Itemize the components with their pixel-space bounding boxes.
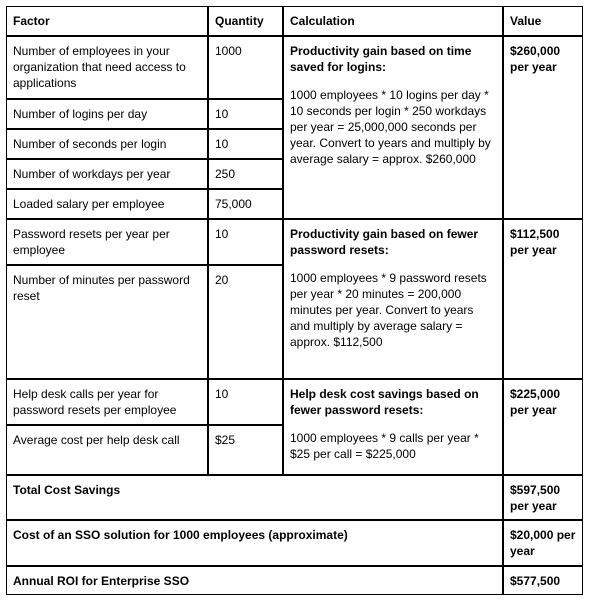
- factor-minutes: Number of minutes per password reset: [6, 265, 208, 379]
- annual-roi-label: Annual ROI for Enterprise SSO: [6, 566, 503, 595]
- quantity-helpdesk-calls: 10: [208, 379, 283, 425]
- total-savings-value: $597,500 per year: [503, 475, 583, 520]
- factor-call-cost: Average cost per help desk call: [6, 425, 208, 475]
- quantity-minutes: 20: [208, 265, 283, 379]
- value-resets: $112,500 per year: [503, 219, 583, 379]
- sso-cost-label: Cost of an SSO solution for 1000 employees (approximate): [6, 520, 503, 566]
- factor-helpdesk-calls: Help desk calls per year for password resets per employee: [6, 379, 208, 425]
- value-logins: $260,000 per year: [503, 36, 583, 219]
- header-calculation: Calculation: [283, 6, 503, 36]
- factor-logins: Number of logins per day: [6, 99, 208, 129]
- quantity-resets: 10: [208, 219, 283, 265]
- calc-resets-title: Productivity gain based on fewer password resets:: [290, 227, 479, 257]
- calc-helpdesk-title: Help desk cost savings based on fewer password resets:: [290, 387, 479, 417]
- calc-logins-title: Productivity gain based on time saved for logins:: [290, 44, 472, 74]
- header-value: Value: [503, 6, 583, 36]
- quantity-employees: 1000: [208, 36, 283, 99]
- factor-seconds: Number of seconds per login: [6, 129, 208, 159]
- header-factor: Factor: [6, 6, 208, 36]
- calc-logins: [283, 36, 503, 219]
- header-quantity: Quantity: [208, 6, 283, 36]
- annual-roi-value: $577,500: [503, 566, 583, 595]
- calc-helpdesk-detail: 1000 employees * 9 calls per year * $25 per call = $225,000: [290, 431, 479, 461]
- quantity-logins: 10: [208, 99, 283, 129]
- sso-cost-value: $20,000 per year: [503, 520, 583, 566]
- quantity-workdays: 250: [208, 159, 283, 189]
- factor-workdays: Number of workdays per year: [6, 159, 208, 189]
- value-helpdesk: $225,000 per year: [503, 379, 583, 475]
- factor-salary: Loaded salary per employee: [6, 189, 208, 219]
- calc-resets-detail: 1000 employees * 9 password resets per year * 20 minutes = 200,000 minutes per year. Convert to years and multiply by average salary = approx. $112,500: [290, 271, 487, 349]
- calc-resets: [283, 219, 503, 379]
- calc-helpdesk: [283, 379, 503, 475]
- factor-employees: Number of employees in your organization that need access to applications: [6, 36, 208, 99]
- quantity-salary: 75,000: [208, 189, 283, 219]
- factor-resets: Password resets per year per employee: [6, 219, 208, 265]
- quantity-call-cost: $25: [208, 425, 283, 475]
- quantity-seconds: 10: [208, 129, 283, 159]
- total-savings-label: Total Cost Savings: [6, 475, 503, 520]
- calc-logins-detail: 1000 employees * 10 logins per day * 10 seconds per login * 250 workdays per year = 25,000,000 seconds per year. Convert to years and multiply by average salary = approx. $260,000: [290, 88, 491, 166]
